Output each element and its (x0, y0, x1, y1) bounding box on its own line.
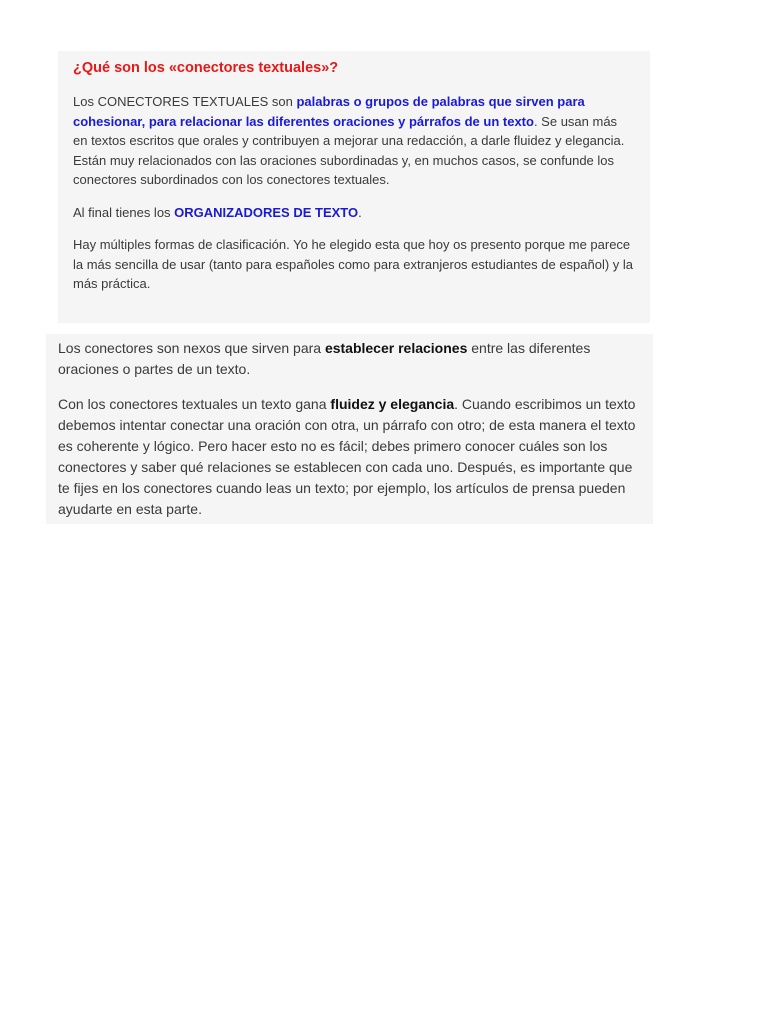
fluency-rest-text: . Cuando escribimos un texto debemos intentar conectar una oración con otra, un párrafo con otro; de esta manera el texto es coherente y lógico. Pero hacer esto no es fácil; debes primero conocer cuáles son los conectores y saber qué relaciones se establecen con cada uno. Después, es importante que te fijes en los conectores cuando leas un texto; por ejemplo, los artículos de prensa pueden ayudarte en esta parte. (58, 396, 636, 517)
organizers-end-text: . (358, 204, 362, 220)
fluency-paragraph (58, 394, 641, 520)
definition-highlight: palabras o grupos de palabras que sirven para cohesionar, para relacionar las diferentes oraciones y párrafos de un texto (73, 94, 585, 129)
nexus-intro-text: Los conectores son nexos que sirven para (58, 340, 325, 356)
fluency-intro-text: Con los conectores textuales un texto gana (58, 396, 331, 412)
definition-intro-text: Los CONECTORES TEXTUALES son (73, 94, 297, 109)
nexus-paragraph (58, 338, 641, 380)
explanation-box (46, 334, 653, 524)
organizers-intro-text: Al final tienes los (73, 204, 175, 220)
definition-paragraph (73, 92, 634, 190)
nexus-bold-text: establecer relaciones (324, 340, 468, 356)
definition-rest-text: . Se usan más en textos escritos que orales y contribuyen a mejorar una redacción, a darle fluidez y elegancia. Están muy relacionados con las oraciones subordinadas y, en muchos casos, se confunde los conectores subordinados con los conectores textuales. (73, 113, 625, 187)
fluency-bold-text: fluidez y elegancia (330, 396, 455, 412)
organizers-paragraph (73, 203, 634, 223)
definition-box (58, 51, 650, 323)
organizers-link[interactable]: ORGANIZADORES DE TEXTO (174, 204, 359, 220)
nexus-rest-text: entre las diferentes oraciones o partes de un texto. (58, 340, 591, 377)
classification-paragraph: Hay múltiples formas de clasificación. Yo he elegido esta que hoy os presento porque me parece la más sencilla de usar (tanto para españoles como para extranjeros estudiantes de español) y la más práctica. (73, 237, 634, 291)
section-heading: ¿Qué son los «conectores textuales»? (73, 60, 339, 76)
